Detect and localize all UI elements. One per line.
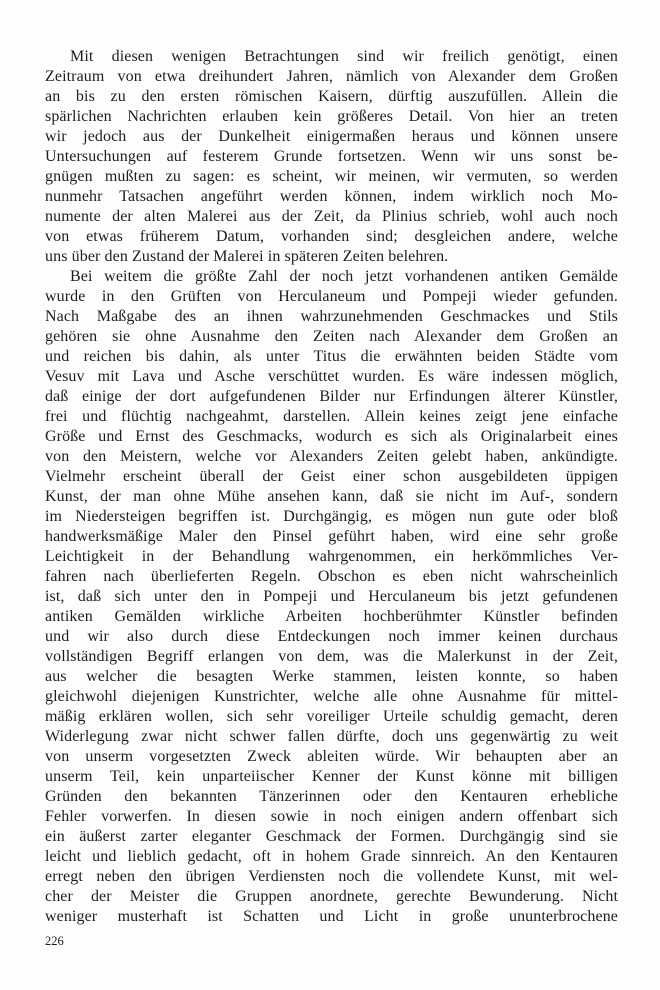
text-line: im Niedersteigen begriffen ist. Durchgängig, es mögen nun gute oder bloß — [45, 508, 618, 525]
text-line: handwerksmäßige Maler den Pinsel geführt haben, wird eine sehr große — [45, 528, 618, 545]
text-line: Mit diesen wenigen Betrachtungen sind wir freilich genötigt, einen — [70, 48, 618, 65]
text-line: wurde in den Grüften von Herculaneum und Pompeji wieder gefunden. — [45, 288, 618, 305]
text-line: Fehler vorwerfen. In diesen sowie in noch einigen andern offenbart sich — [45, 808, 618, 825]
text-line: mäßig erklären wollen, sich sehr voreiliger Urteile schuldig gemacht, deren — [45, 708, 618, 725]
text-line: numente der alten Malerei aus der Zeit, da Plinius schrieb, wohl auch noch — [45, 208, 618, 225]
text-line: gnügen mußten zu sagen: es scheint, wir meinen, wir vermuten, so werden — [45, 168, 618, 185]
text-line: Vielmehr erscheint überall der Geist einer schon ausgebildeten üppigen — [45, 468, 618, 485]
text-line: spärlichen Nachrichten erlauben kein größeres Detail. Von hier an treten — [45, 108, 618, 125]
text-line: Größe und Ernst des Geschmacks, wodurch es sich als Originalarbeit eines — [45, 428, 618, 445]
text-line: unserm Teil, kein unparteiischer Kenner der Kunst könne mit billigen — [45, 768, 618, 785]
text-line: leicht und lieblich gedacht, oft in hohem Grade sinnreich. An den Kentauren — [45, 848, 618, 865]
text-line: nunmehr Tatsachen angeführt werden können, indem wirklich noch Mo- — [45, 188, 618, 205]
text-line: ein äußerst zarter eleganter Geschmack der Formen. Durchgängig sind sie — [45, 828, 618, 845]
text-block — [45, 47, 618, 927]
text-line: erregt neben den übrigen Verdiensten noch die vollendete Kunst, mit wel- — [45, 868, 618, 885]
text-line: aus welcher die besagten Werke stammen, leisten konnte, so haben — [45, 668, 618, 685]
text-line: Zeitraum von etwa dreihundert Jahren, nämlich von Alexander dem Großen — [45, 68, 618, 85]
text-line: Leichtigkeit in der Behandlung wahrgenommen, ein herkömmliches Ver- — [45, 548, 618, 565]
text-line: Untersuchungen auf festerem Grunde fortsetzen. Wenn wir uns sonst be- — [45, 148, 618, 165]
text-line: von den Meistern, welche vor Alexanders Zeiten gelebt haben, ankündigte. — [45, 448, 618, 465]
text-line: wir jedoch aus der Dunkelheit einigermaßen heraus und können unsere — [45, 128, 618, 145]
text-line: an bis zu den ersten römischen Kaisern, dürftig auszufüllen. Allein die — [45, 88, 618, 105]
text-line: Kunst, der man ohne Mühe ansehen kann, daß sie nicht im Auf-, sondern — [45, 488, 618, 505]
text-line: frei und flüchtig nachgeahmt, darstellen. Allein keines zeigt jene einfache — [45, 408, 618, 425]
text-line: antiken Gemälden wirkliche Arbeiten hochberühmter Künstler befinden — [45, 608, 618, 625]
text-line: weniger musterhaft ist Schatten und Licht in große ununterbrochene — [45, 908, 618, 925]
text-line: Bei weitem die größte Zahl der noch jetzt vorhandenen antiken Gemälde — [70, 268, 618, 285]
text-line: gleichwohl diejenigen Kunstrichter, welche alle ohne Ausnahme für mittel- — [45, 688, 618, 705]
text-line: uns über den Zustand der Malerei in späteren Zeiten belehren. — [45, 248, 449, 265]
text-line: ist, daß sich unter den in Pompeji und Herculaneum bis jetzt gefundenen — [45, 588, 618, 605]
text-line: und reichen bis dahin, als unter Titus die erwähnten beiden Städte vom — [45, 348, 618, 365]
text-line: gehören sie ohne Ausnahme den Zeiten nach Alexander dem Großen an — [45, 328, 618, 345]
text-line: daß einige der dort aufgefundenen Bilder nur Erfindungen älterer Künstler, — [45, 388, 618, 405]
text-line: von etwas früherem Datum, vorhanden sind; desgleichen andere, welche — [45, 228, 618, 245]
text-line: fahren nach überlieferten Regeln. Obschon es eben nicht wahrscheinlich — [45, 568, 618, 585]
text-line: cher der Meister die Gruppen anordnete, gerechte Bewunderung. Nicht — [45, 888, 618, 905]
text-line: Nach Maßgabe des an ihnen wahrzunehmenden Geschmackes und Stils — [45, 308, 618, 325]
text-line: Gründen den bekannten Tänzerinnen oder den Kentauren erhebliche — [45, 788, 618, 805]
text-line: vollständigen Begriff erlangen von dem, was die Malerkunst in der Zeit, — [45, 648, 618, 665]
paragraph — [45, 267, 618, 927]
text-line: Vesuv mit Lava und Asche verschüttet wurden. Es wäre indessen möglich, — [45, 368, 618, 385]
text-line: von unserm vorgesetzten Zweck ableiten würde. Wir behaupten aber an — [45, 748, 618, 765]
paragraph — [45, 47, 618, 267]
text-line: und wir also durch diese Entdeckungen noch immer keinen durchaus — [45, 628, 618, 645]
page-number: 226 — [45, 934, 64, 948]
text-line: Widerlegung zwar nicht schwer fallen dürfte, doch uns gegenwärtig zu weit — [45, 728, 618, 745]
